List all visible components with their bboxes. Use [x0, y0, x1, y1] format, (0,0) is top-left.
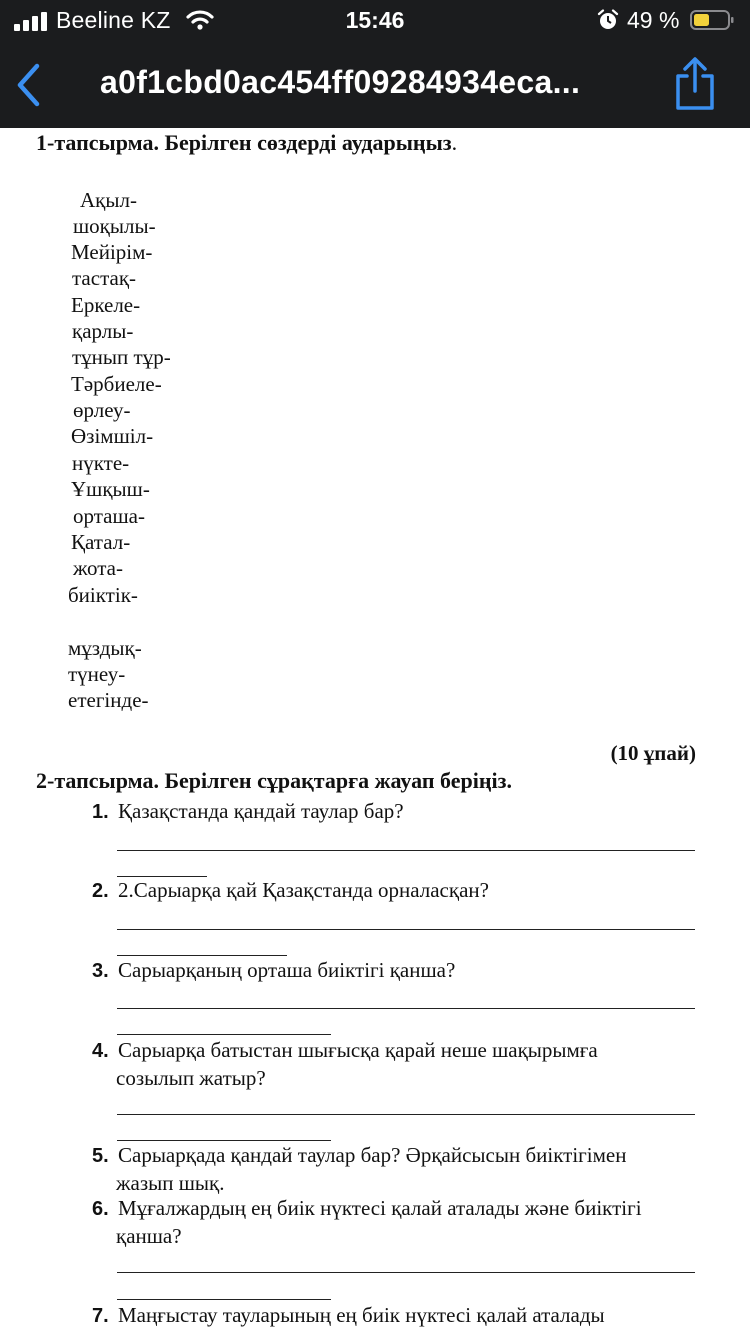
- question-text: Сарыарқа батыстан шығысқа қарай неше шақырымға: [118, 1038, 598, 1062]
- question-number: 4.: [92, 1040, 109, 1062]
- question-item: [92, 1302, 605, 1330]
- status-time: 15:46: [345, 7, 405, 33]
- question-text-continued: созылып жатыр?: [116, 1066, 266, 1090]
- battery-percentage: 49 %: [627, 7, 680, 33]
- answer-line[interactable]: [117, 1140, 331, 1141]
- word-item: Ақыл-: [80, 188, 137, 212]
- answer-line[interactable]: [117, 1034, 331, 1035]
- question-text: Мұғалжардың ең биік нүктесі қалай аталады және биіктігі: [118, 1196, 642, 1220]
- question-item: [92, 1037, 598, 1092]
- word-item: тұнып тұр-: [72, 345, 171, 369]
- question-text: Сарыарқаның орташа биіктігі қанша?: [118, 958, 456, 982]
- question-number: 5.: [92, 1145, 109, 1167]
- word-item: Еркеле-: [71, 293, 141, 317]
- answer-line[interactable]: [117, 929, 695, 930]
- question-text: 2.Сарыарқа қай Қазақстанда орналасқан?: [118, 878, 489, 902]
- question-item: [92, 798, 404, 826]
- word-item: өрлеу-: [73, 398, 131, 422]
- answer-line[interactable]: [117, 955, 287, 956]
- word-item: түнеу-: [68, 662, 126, 686]
- word-item: шоқылы-: [73, 214, 156, 238]
- question-number: 3.: [92, 960, 109, 982]
- share-button[interactable]: [673, 56, 717, 112]
- word-item: етегінде-: [68, 688, 149, 712]
- question-item: [92, 1142, 626, 1197]
- question-item: [92, 877, 489, 905]
- answer-line[interactable]: [117, 1272, 695, 1273]
- word-item: жота-: [73, 556, 123, 580]
- word-item: Өзімшіл-: [71, 424, 154, 448]
- top-bar: [0, 0, 750, 128]
- chevron-left-icon: [20, 66, 37, 104]
- question-text: Сарыарқада қандай таулар бар? Әрқайсысын биіктігімен: [118, 1143, 627, 1167]
- question-text: Қазақстанда қандай таулар бар?: [118, 799, 404, 823]
- task1-heading: 1-тапсырма. Берілген сөздерді аударыңыз.: [36, 130, 458, 155]
- answer-line[interactable]: [117, 850, 695, 851]
- back-button[interactable]: [14, 62, 44, 108]
- word-item: Тәрбиеле-: [71, 372, 162, 396]
- battery-icon: [690, 10, 734, 30]
- word-item: нүкте-: [72, 451, 130, 475]
- word-item: биіктік-: [68, 583, 138, 607]
- document-title: a0f1cbd0ac454ff09284934eca...: [100, 64, 581, 100]
- task2-heading: 2-тапсырма. Берілген сұрақтарға жауап беріңіз.: [36, 768, 512, 793]
- question-item: [92, 1195, 642, 1250]
- answer-line[interactable]: [117, 1114, 695, 1115]
- word-item: Ұшқыш-: [71, 477, 150, 501]
- carrier-name: Beeline KZ: [56, 7, 171, 33]
- answer-line[interactable]: [117, 1008, 695, 1009]
- navigation-bar: [0, 42, 750, 128]
- question-number: 6.: [92, 1198, 109, 1220]
- question-text-continued: қанша?: [116, 1224, 182, 1248]
- word-item: орташа-: [73, 504, 145, 528]
- alarm-clock-icon: [597, 9, 619, 31]
- question-number: 2.: [92, 880, 109, 902]
- word-item: Қатал-: [71, 530, 131, 554]
- word-item: қарлы-: [72, 319, 134, 343]
- question-text: Маңғыстау тауларының ең биік нүктесі қалай аталады: [118, 1303, 605, 1327]
- answer-line[interactable]: [117, 1299, 331, 1300]
- document-page: [0, 128, 750, 1334]
- status-bar: [0, 0, 750, 42]
- question-item: [92, 957, 455, 985]
- share-icon: [678, 59, 712, 108]
- question-number: 7.: [92, 1305, 109, 1327]
- word-item: Мейірім-: [71, 240, 153, 264]
- question-text-continued: жазып шық.: [116, 1171, 225, 1195]
- word-item: мұздық-: [68, 636, 142, 660]
- word-item: тастақ-: [72, 266, 137, 290]
- points-label: (10 ұпай): [610, 741, 696, 765]
- question-number: 1.: [92, 801, 109, 823]
